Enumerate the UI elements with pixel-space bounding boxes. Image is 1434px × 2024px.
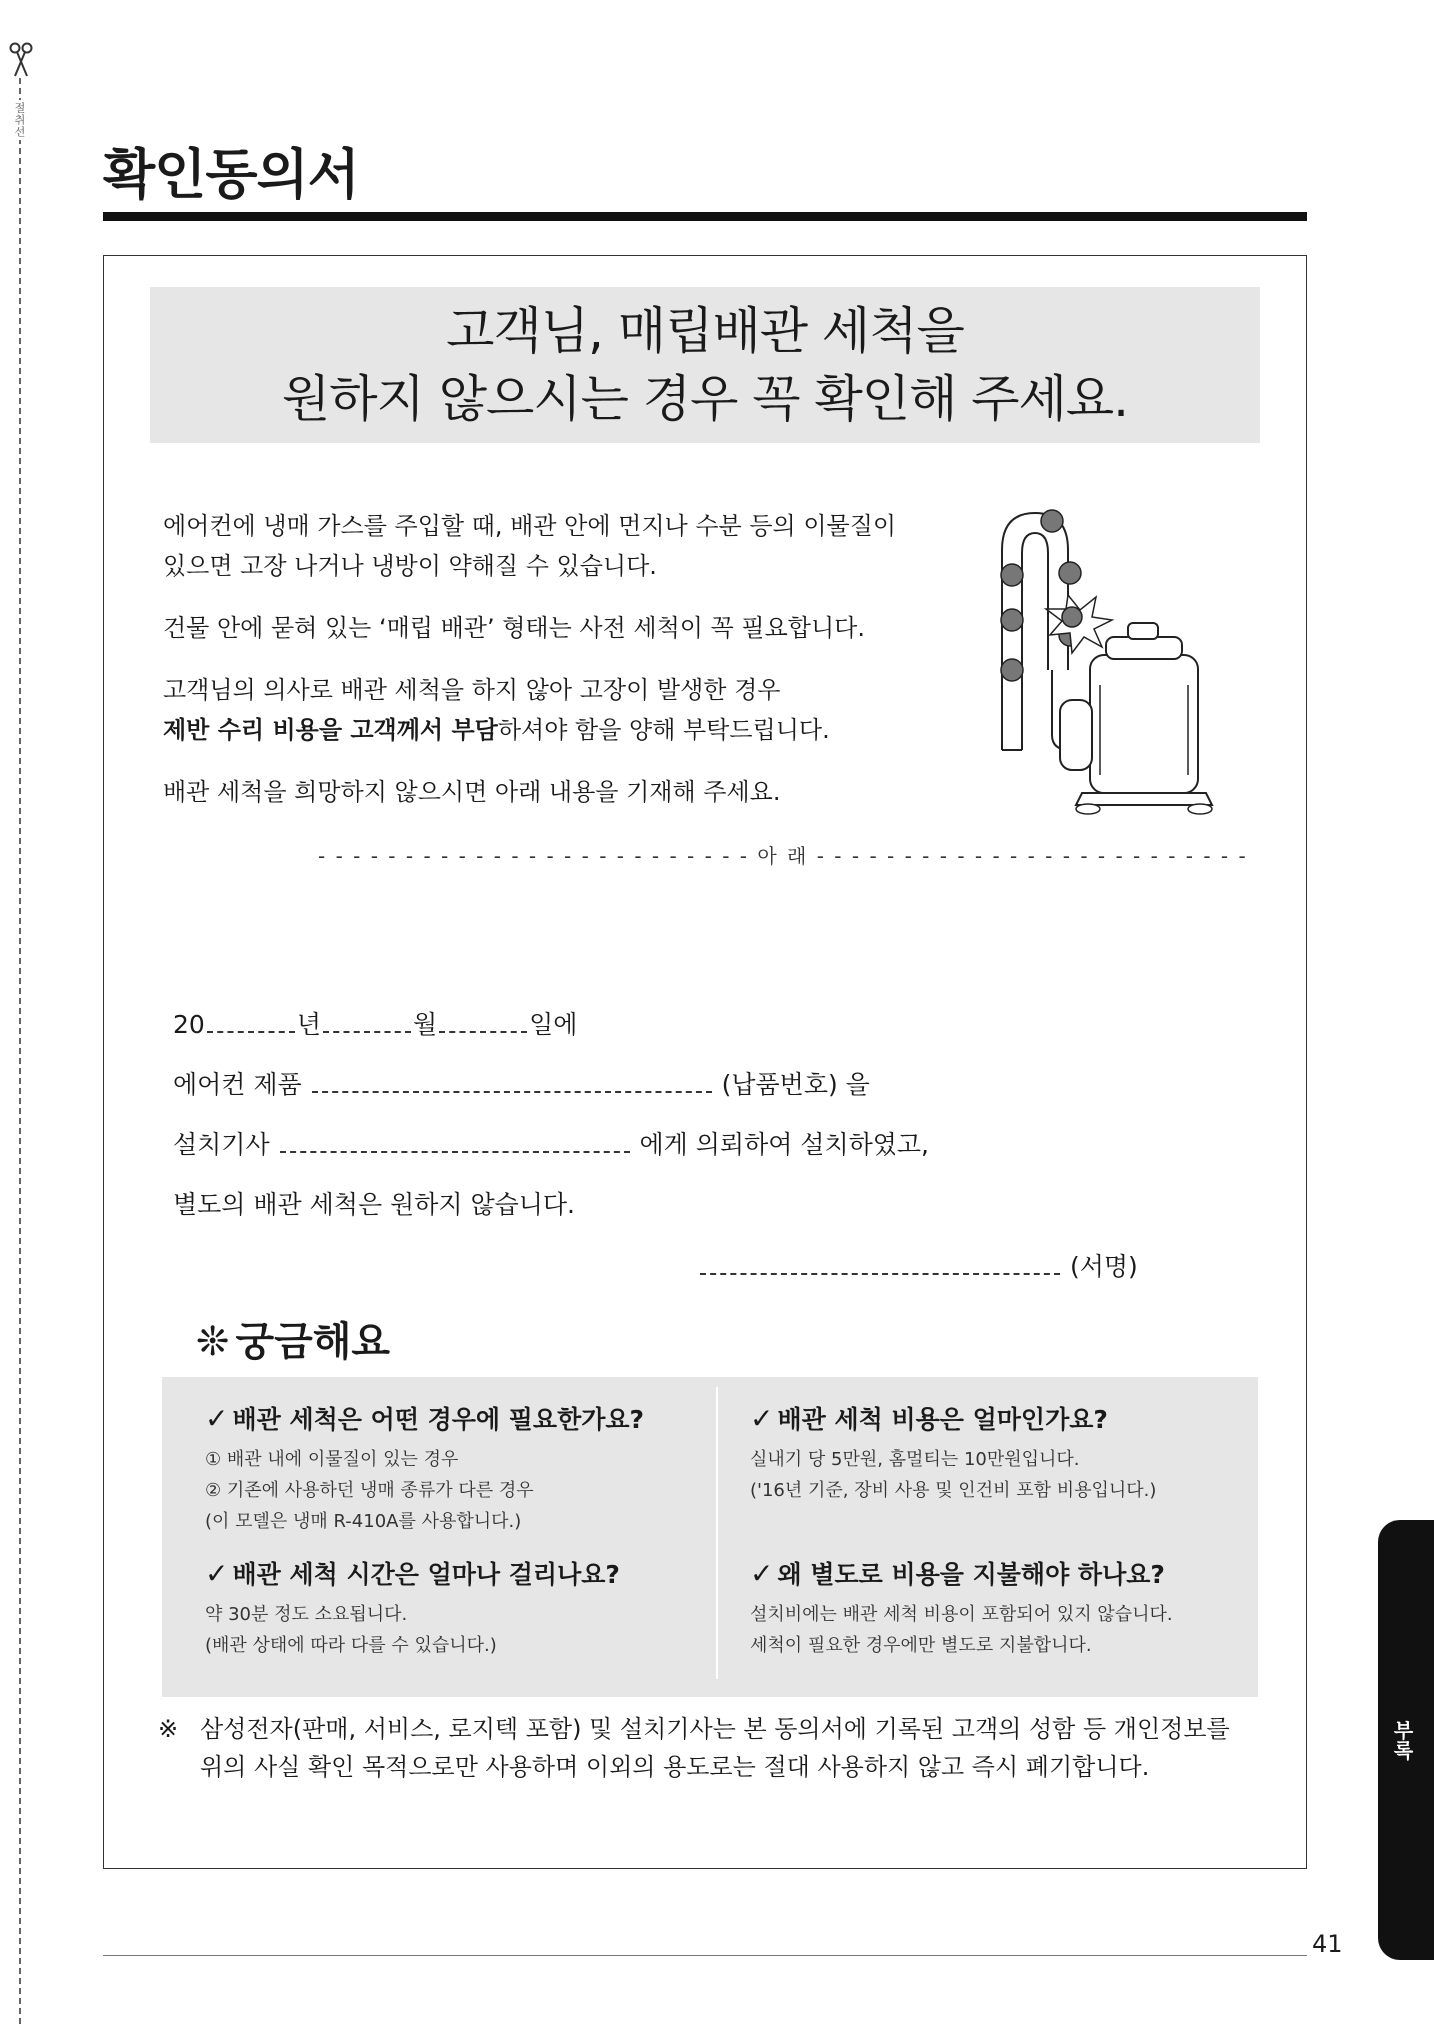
signature-row: (서명) (698, 1247, 1138, 1283)
faq-separator (716, 1387, 718, 1679)
installer-row: 설치기사 에게 의뢰하여 설치하였고, (173, 1130, 930, 1159)
faq-item-4 (750, 1555, 1250, 1661)
faq-item-2 (750, 1400, 1250, 1506)
statement-row: 별도의 배관 세척은 원하지 않습니다. (173, 1190, 575, 1219)
title-rule (103, 212, 1307, 221)
checkmark-icon: ✓ (205, 1557, 229, 1590)
checkmark-icon: ✓ (205, 1402, 229, 1435)
date-row: 20 년 월 일에 (173, 1010, 578, 1039)
faq-question: 왜 별도로 비용을 지불해야 하나요? (777, 1560, 1165, 1589)
below-label: 아 래 (757, 844, 809, 868)
faq-item-3 (205, 1555, 705, 1661)
product-field[interactable] (312, 1085, 712, 1093)
intro-paragraph-2: 건물 안에 묻혀 있는 ‘매립 배관’ 형태는 사전 세척이 꼭 필요합니다. (163, 614, 865, 642)
appendix-tab-label: 부록 (1390, 1720, 1414, 1760)
faq-question: 배관 세척은 어떤 경우에 필요한가요? (232, 1405, 645, 1434)
intro-paragraph-1: 에어컨에 냉매 가스를 주입할 때, 배관 안에 먼지나 수분 등의 이물질이 있으면 고장 나거나 냉방이 약해질 수 있습니다. (163, 512, 897, 580)
pipe-compressor-illustration (990, 505, 1240, 825)
faq-answer: 약 30분 정도 소요됩니다. (배관 상태에 따라 다를 수 있습니다.) (205, 1604, 497, 1656)
faq-item-1 (205, 1400, 705, 1537)
page-title: 확인동의서 (103, 143, 359, 206)
banner-line-1: 고객님, 매립배관 세척을 (446, 302, 964, 360)
faq-question: 배관 세척 비용은 얼마인가요? (777, 1405, 1108, 1434)
installer-field[interactable] (280, 1145, 630, 1153)
intro-text (163, 506, 943, 834)
day-field[interactable] (439, 1025, 527, 1033)
checkmark-icon: ✓ (750, 1557, 774, 1590)
faq-answer: ① 배관 내에 이물질이 있는 경우 ② 기존에 사용하던 냉매 종류가 다른 경우 (이 모델은 냉매 R-410A를 사용합니다.) (205, 1449, 534, 1532)
scissors-icon (8, 40, 34, 80)
product-row: 에어컨 제품 (납품번호) 을 (173, 1070, 870, 1099)
footer-rule (103, 1955, 1307, 1956)
reference-mark: ※ (158, 1715, 179, 1743)
intro-paragraph-4: 배관 세척을 희망하지 않으시면 아래 내용을 기재해 주세요. (163, 778, 781, 806)
headline-banner (150, 287, 1260, 443)
cut-line (19, 78, 21, 2024)
privacy-notice: ※ 삼성전자(판매, 서비스, 로지텍 포함) 및 설치기사는 본 동의서에 기록된 고객의 성함 등 개인정보를 위의 사실 확인 목적으로만 사용하며 이외의 용도로는 절대 사용하지 않고 즉시 폐기합니다. (158, 1710, 1278, 1786)
faq-answer: 설치비에는 배관 세척 비용이 포함되어 있지 않습니다. 세척이 필요한 경우에만 별도로 지불합니다. (750, 1604, 1173, 1656)
faq-heading: ❊ 궁금해요 (196, 1319, 391, 1365)
page-number: 41 (1312, 1930, 1343, 1958)
cut-line-label: 절취선 (13, 102, 26, 138)
intro-bold-text: 제반 수리 비용을 고객께서 부담 (163, 716, 498, 744)
checkmark-icon: ✓ (750, 1402, 774, 1435)
month-field[interactable] (323, 1025, 411, 1033)
intro-paragraph-3: 고객님의 의사로 배관 세척을 하지 않아 고장이 발생한 경우 제반 수리 비용을 고객께서 부담하셔야 함을 양해 부탁드립니다. (163, 676, 830, 744)
year-field[interactable] (207, 1025, 295, 1033)
banner-line-2: 원하지 않으시는 경우 꼭 확인해 주세요. (281, 370, 1129, 428)
below-divider: - - - - - - - - - - - - - - - - - - - - - - - - - 아 래 - - - - - - - - - - - - - - - - - - - - - - - - - (318, 844, 1248, 868)
faq-answer: 실내기 당 5만원, 홈멀티는 10만원입니다. ('16년 기준, 장비 사용 및 인건비 포함 비용입니다.) (750, 1449, 1157, 1501)
faq-question: 배관 세척 시간은 얼마나 걸리나요? (232, 1560, 620, 1589)
asterisk-flower-icon: ❊ (196, 1319, 230, 1365)
signature-field[interactable] (700, 1267, 1060, 1275)
